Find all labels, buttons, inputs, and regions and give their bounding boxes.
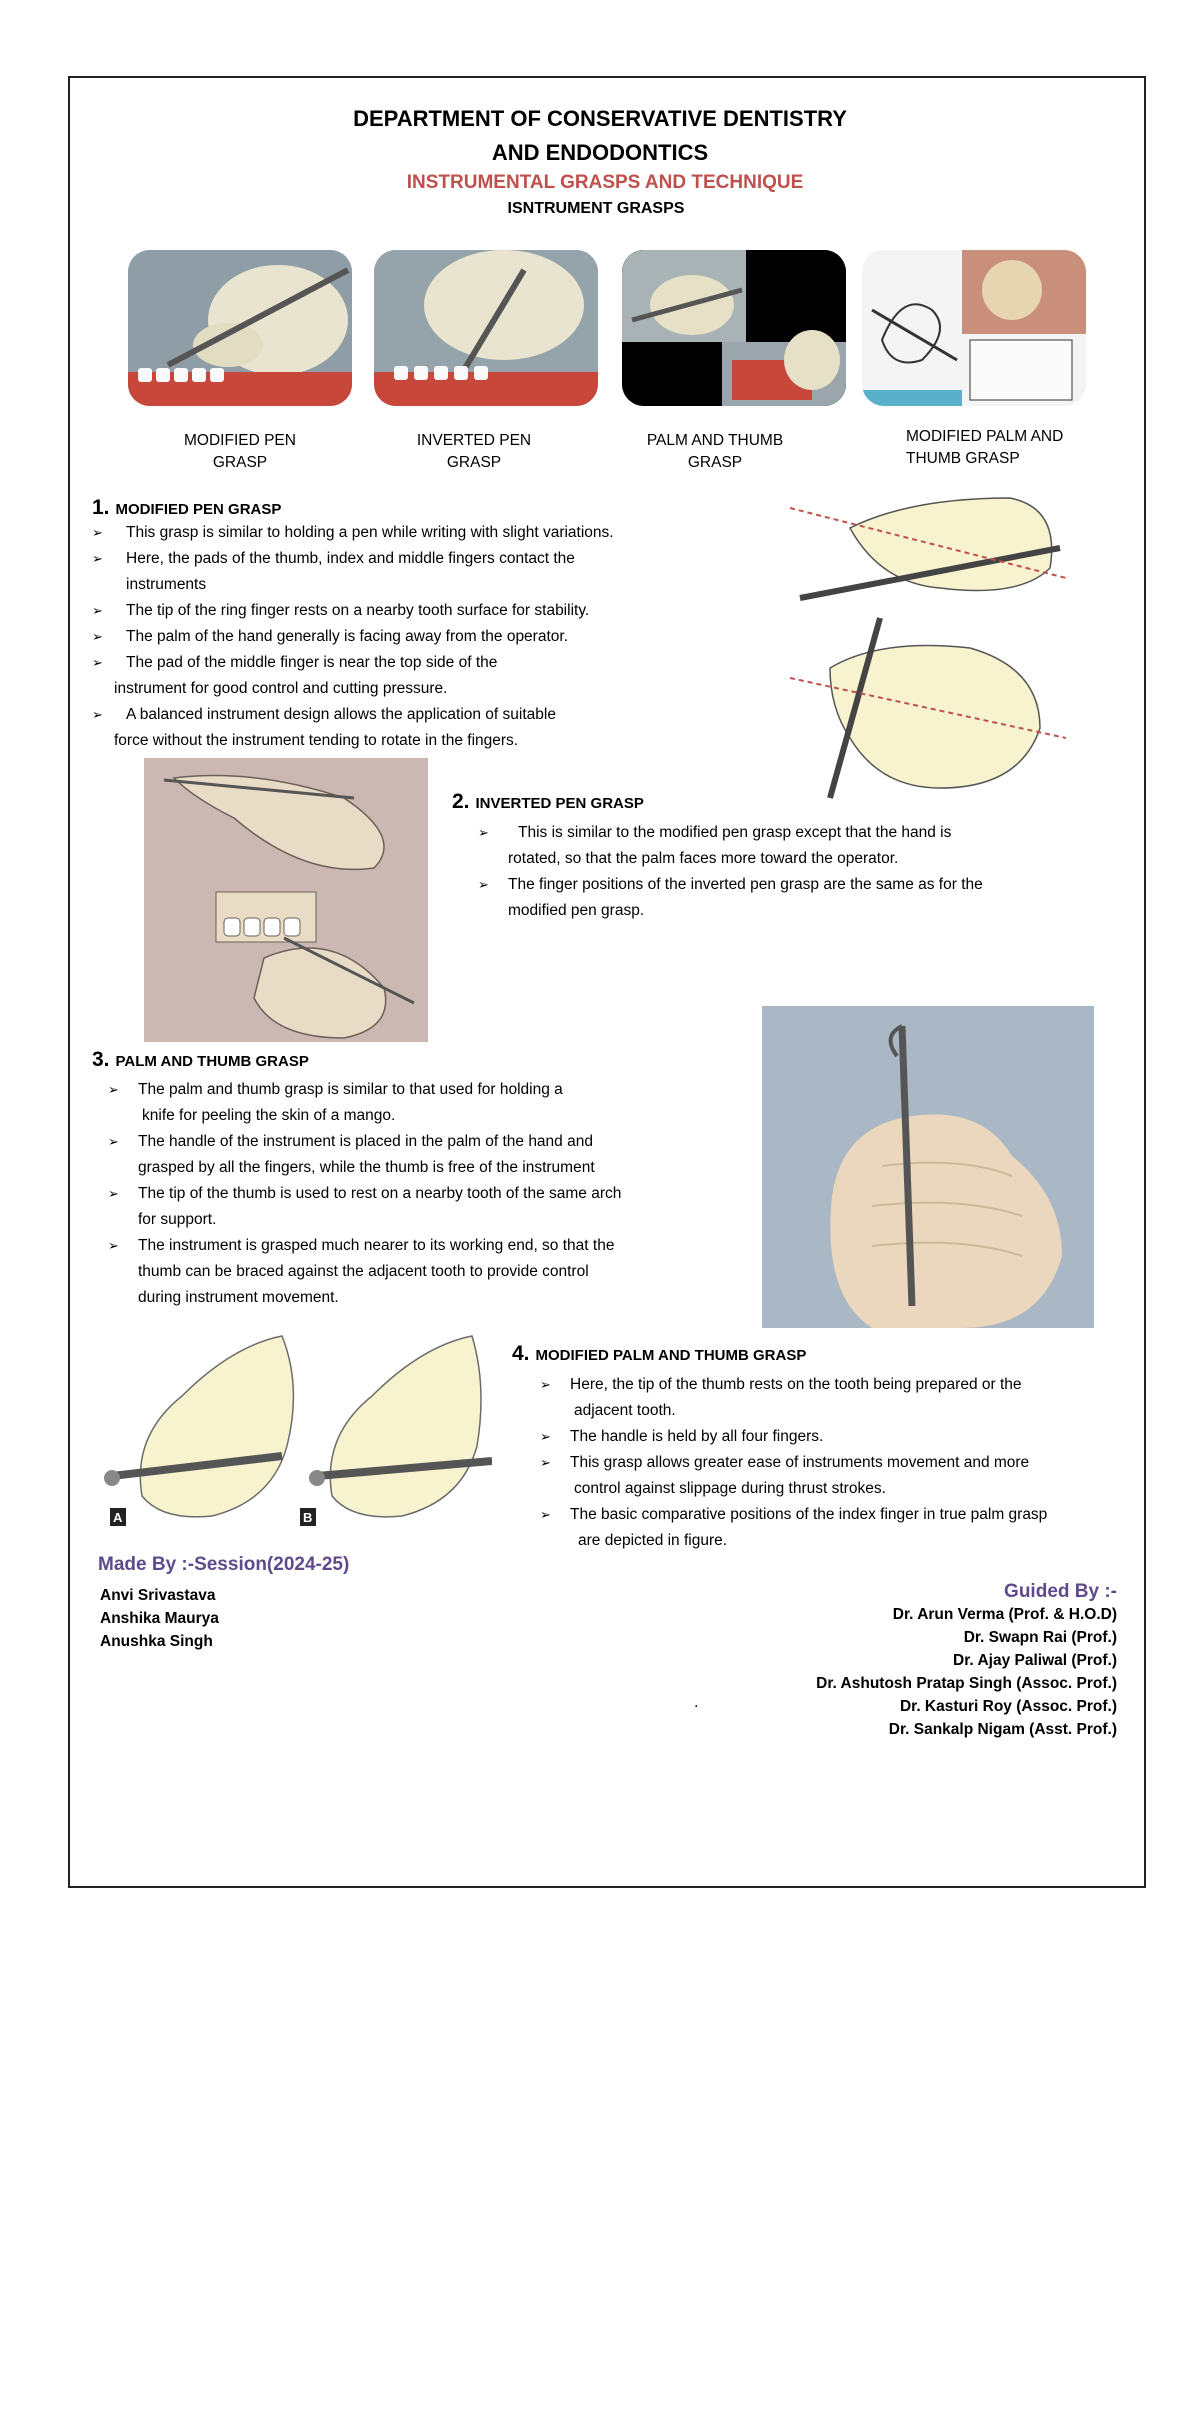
student-name: Anshika Maurya	[100, 1610, 219, 1627]
list-item: force without the instrument tending to rotate in the fingers.	[114, 732, 519, 749]
photo-modified-palm-thumb-grasp	[862, 250, 1086, 406]
list-item: ➢ The pad of the middle finger is near the top side of the	[92, 650, 712, 676]
student-list	[100, 1584, 219, 1653]
arrow-bullet-icon: ➢	[540, 1455, 551, 1470]
list-item: ➢ The basic comparative positions of the index finger in true palm grasp	[540, 1502, 1120, 1528]
photo-inverted-pen-grasp	[374, 250, 598, 406]
arrow-bullet-icon: ➢	[92, 525, 103, 540]
student-name: Anvi Srivastava	[100, 1587, 216, 1604]
caption-inverted-pen-grasp: INVERTED PEN GRASP	[416, 432, 532, 471]
list-item: ➢ The palm and thumb grasp is similar to that used for holding a	[108, 1077, 728, 1103]
section-2-heading: 2. INVERTED PEN GRASP	[452, 790, 644, 813]
section-2-points	[478, 820, 1078, 924]
section-3-points	[108, 1077, 728, 1311]
list-item: adjacent tooth.	[574, 1402, 676, 1419]
caption-palm-thumb-grasp: PALM AND THUMB GRASP	[646, 432, 784, 471]
list-item: ➢ This grasp is similar to holding a pen while writing with slight variations.	[92, 520, 712, 546]
arrow-bullet-icon: ➢	[108, 1238, 119, 1253]
arrow-bullet-icon: ➢	[478, 877, 489, 892]
section-4-points	[540, 1372, 1120, 1554]
arrow-bullet-icon: ➢	[92, 629, 103, 644]
header-small-title: ISNTRUMENT GRASPS	[507, 200, 685, 217]
guide-name: Dr. Arun Verma (Prof. & H.O.D)	[892, 1606, 1117, 1623]
list-item: ➢ The tip of the ring finger rests on a nearby tooth surface for stability.	[92, 598, 712, 624]
list-item: during instrument movement.	[138, 1289, 339, 1306]
arrow-bullet-icon: ➢	[108, 1186, 119, 1201]
header-subtitle: INSTRUMENTAL GRASPS AND TECHNIQUE	[406, 172, 804, 193]
arrow-bullet-icon: ➢	[108, 1082, 119, 1097]
arrow-bullet-icon: ➢	[92, 707, 103, 722]
list-item: ➢ The tip of the thumb is used to rest on a nearby tooth of the same arch	[108, 1181, 728, 1207]
illustration-inverted-pen-grasp	[144, 758, 428, 1042]
guide-name: Dr. Ashutosh Pratap Singh (Assoc. Prof.)	[816, 1675, 1117, 1692]
list-item: are depicted in figure.	[578, 1532, 728, 1549]
section-1-points	[92, 520, 712, 754]
arrow-bullet-icon: ➢	[478, 825, 489, 840]
list-item: ➢ This grasp allows greater ease of instruments movement and more	[540, 1450, 1120, 1476]
list-item: ➢ The handle is held by all four fingers.	[540, 1424, 1120, 1450]
list-item: control against slippage during thrust strokes.	[574, 1480, 886, 1497]
list-item: thumb can be braced against the adjacent tooth to provide control	[138, 1263, 589, 1280]
caption-modified-palm-thumb-grasp: MODIFIED PALM AND THUMB GRASP	[906, 428, 1064, 467]
guided-by-heading: Guided By :-	[1004, 1581, 1117, 1602]
list-item: for support.	[138, 1211, 217, 1228]
guide-name: Dr. Sankalp Nigam (Asst. Prof.)	[888, 1721, 1117, 1738]
guide-name: Dr. Ajay Paliwal (Prof.)	[953, 1652, 1117, 1669]
photo-modified-pen-grasp	[128, 250, 352, 406]
arrow-bullet-icon: ➢	[108, 1134, 119, 1149]
guided-by-list	[816, 1580, 1117, 1741]
list-item: ➢ The handle of the instrument is placed in the palm of the hand and	[108, 1129, 728, 1155]
list-item: grasped by all the fingers, while the thumb is free of the instrument	[138, 1159, 595, 1176]
list-item: ➢ The finger positions of the inverted pen grasp are the same as for the	[478, 872, 1078, 898]
section-3-heading: 3. PALM AND THUMB GRASP	[92, 1048, 309, 1071]
header-title-line1: DEPARTMENT OF CONSERVATIVE DENTISTRY	[353, 106, 847, 131]
illustration-modified-palm-thumb-ab	[102, 1326, 492, 1532]
list-item: ➢ This is similar to the modified pen grasp except that the hand is	[478, 820, 1078, 846]
made-by-heading: Made By :-Session(2024-25)	[98, 1554, 350, 1575]
arrow-bullet-icon: ➢	[92, 551, 103, 566]
student-name: Anushka Singh	[100, 1633, 213, 1650]
photo-palm-and-thumb-grasp	[622, 250, 846, 406]
list-item: knife for peeling the skin of a mango.	[142, 1107, 396, 1124]
list-item: instruments	[126, 576, 207, 593]
list-item: instrument for good control and cutting pressure.	[114, 680, 448, 697]
arrow-bullet-icon: ➢	[92, 603, 103, 618]
list-item: ➢ The instrument is grasped much nearer to its working end, so that the	[108, 1233, 728, 1259]
arrow-bullet-icon: ➢	[540, 1377, 551, 1392]
list-item: ➢ The palm of the hand generally is facing away from the operator.	[92, 624, 712, 650]
list-item: ➢ Here, the pads of the thumb, index and middle fingers contact the	[92, 546, 712, 572]
list-item: modified pen grasp.	[508, 902, 645, 919]
caption-modified-pen-grasp: MODIFIED PEN GRASP	[184, 432, 296, 471]
arrow-bullet-icon: ➢	[540, 1429, 551, 1444]
list-item: ➢ A balanced instrument design allows the application of suitable	[92, 702, 712, 728]
header-title-line2: AND ENDODONTICS	[491, 140, 709, 165]
illustration-modified-pen-grasp	[790, 488, 1066, 804]
guide-name: Dr. Swapn Rai (Prof.)	[963, 1629, 1117, 1646]
label-b: B	[303, 1510, 313, 1525]
list-item: rotated, so that the palm faces more toward the operator.	[508, 850, 899, 867]
photo-palm-thumb-large	[762, 1006, 1094, 1328]
arrow-bullet-icon: ➢	[92, 655, 103, 670]
arrow-bullet-icon: ➢	[540, 1507, 551, 1522]
list-item: ➢ Here, the tip of the thumb rests on the tooth being prepared or the	[540, 1372, 1120, 1398]
label-a: A	[113, 1510, 123, 1525]
section-4-heading: 4. MODIFIED PALM AND THUMB GRASP	[512, 1342, 807, 1365]
guide-name: Dr. Kasturi Roy (Assoc. Prof.)	[899, 1698, 1117, 1715]
section-1-heading: 1. MODIFIED PEN GRASP	[92, 496, 282, 519]
stray-dot: .	[694, 1694, 699, 1711]
